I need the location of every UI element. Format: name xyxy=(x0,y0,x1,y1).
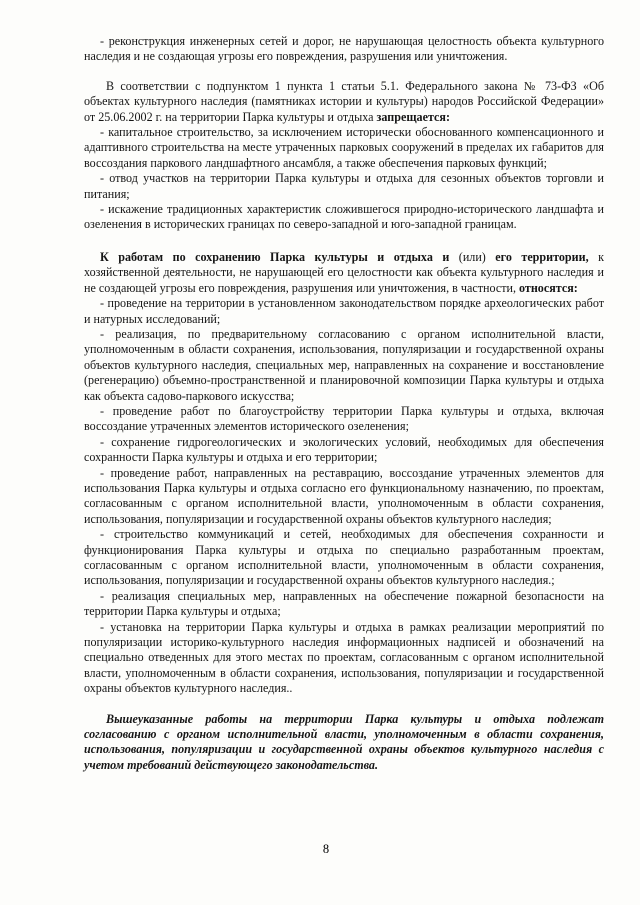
works-text-part1: (или) xyxy=(449,249,496,264)
prohibited-item: - отвод участков на территории Парка культуры и отдыха для сезонных объектов торговли и питания; xyxy=(84,171,604,201)
law-reference-text: В соответствии с подпунктом 1 пункта 1 статьи 5.1. Федерального закона № 73-ФЗ «Об объектах культурного наследия (памятниках истории и культуры) народов Российской Федерации» от 25.06.2002 г. на территории Парка культуры и отдыха xyxy=(84,78,604,124)
works-item: - проведение работ, направленных на реставрацию, воссоздание утраченных элементов для использования Парка культуры и отдыха согласно его функциональному назначению, по проектам, согласованным с органом исполнительной власти, уполномоченным в области сохранения, использования, популяризации и государственной охраны объектов культурного наследия; xyxy=(84,465,604,526)
works-item: - строительство коммуникаций и сетей, необходимых для обеспечения сохранности и функционирования Парка культуры и отдыха по специально разработанным проектам, согласованным с органом исполнительной власти, уполномоченным в области сохранения, использования, популяризации и государственной охраны объектов культурного наследия.; xyxy=(84,527,604,588)
works-item: - проведение на территории в установленном законодательством порядке археологических работ и натурных исследований; xyxy=(84,296,604,326)
works-heading-part2: его территории, xyxy=(495,249,589,264)
works-item: - сохранение гидрогеологических и экологических условий, необходимых для обеспечения сохранности Парка культуры и отдыха и его территории; xyxy=(84,434,604,465)
paragraph-works-intro xyxy=(84,250,604,296)
prohibited-heading: запрещается: xyxy=(376,109,450,124)
paragraph-law-reference xyxy=(84,79,604,125)
works-heading-part3: относятся: xyxy=(519,280,578,295)
works-item: - реализация, по предварительному согласованию с органом исполнительной власти, уполномоченным в области сохранения, использования, популяризации и государственной охраны объектов культурного наследия, специальных мер, направленных на сохранение и восстановление (регенерацию) объемно-пространственной и планировочной композиции Парка культуры и отдыха как объекта садово-паркового искусства; xyxy=(84,326,604,403)
works-list xyxy=(84,296,604,697)
prohibited-item: - капитальное строительство, за исключением исторически обоснованного компенсационного и адаптивного строительства на месте утраченных парковых сооружений в пределах их габаритов для воссоздания паркового ландшафтного ансамбля, а также обеспечения парковых функций; xyxy=(84,125,604,170)
prohibited-item: - искажение традиционных характеристик сложившегося природно-исторического ландшафта и озеленения в исторических границах по северо-западной и юго-западной границам. xyxy=(84,202,604,232)
works-text-part2: к хозяйственной деятельности, не нарушающей его целостности как объекта культурного наследия и не создающей угрозы его повреждения, разрушения или уничтожения, в частности, xyxy=(84,249,604,295)
works-item: - проведение работ по благоустройству территории Парка культуры и отдыха, включая воссоздание утраченных элементов исторического озеленения; xyxy=(84,403,604,434)
paragraph-reconstruction: - реконструкция инженерных сетей и дорог, не нарушающая целостность объекта культурного наследия и не создающая угрозы его повреждения, разрушения или уничтожения. xyxy=(84,34,604,64)
page-number: 8 xyxy=(322,842,330,856)
works-heading-part1: К работам по сохранению Парка культуры и отдыха и xyxy=(100,249,450,264)
paragraph-approval-note: Вышеуказанные работы на территории Парка культуры и отдыха подлежат согласованию с органом исполнительной власти, уполномоченным в области сохранения, использования, популяризации и государственной охраны объектов культурного наследия с учетом требований действующего законодательства. xyxy=(84,711,604,772)
works-item: - установка на территории Парка культуры и отдыха в рамках реализации мероприятий по популяризации историко-культурного наследия информационных надписей и обозначений на специально отведенных для этого местах по проектам, согласованным с органом исполнительной власти, уполномоченным в области сохранения, использования, популяризации и государственной охраны объектов культурного наследия.. xyxy=(84,619,604,696)
works-item: - реализация специальных мер, направленных на обеспечение пожарной безопасности на территории Парка культуры и отдыха; xyxy=(84,588,604,619)
prohibited-list xyxy=(84,125,604,233)
